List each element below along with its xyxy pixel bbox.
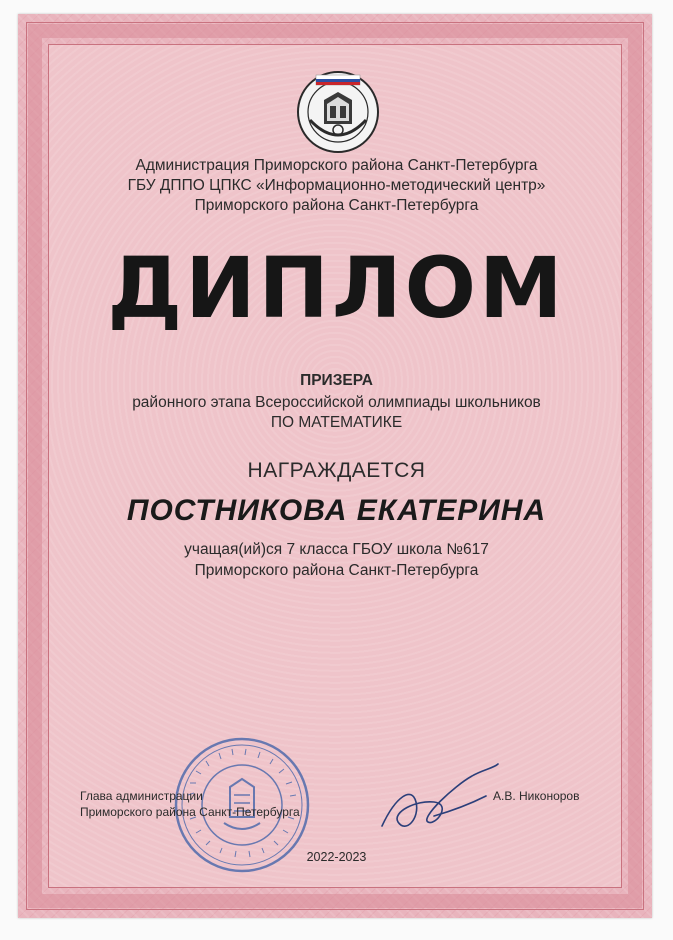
school-line-1: учащая(ий)ся 7 класса ГБОУ школа №617 [184, 541, 489, 558]
signatory-role-line-2: Приморского района Санкт-Петербурга [80, 805, 300, 819]
award-event: районного этапа Всероссийской олимпиады школьников [132, 394, 541, 411]
olympiad-emblem-icon [296, 70, 380, 154]
organization-line-2: ГБУ ДППО ЦПКС «Информационно-методический центр» [127, 177, 546, 194]
award-subject: ПО МАТЕМАТИКЕ [270, 414, 403, 431]
academic-year: 2022-2023 [306, 850, 367, 864]
signatory-name: А.В. Никоноров [493, 789, 580, 803]
organization-line-3: Приморского района Санкт-Петербурга [194, 197, 479, 214]
awarded-label: НАГРАЖДАЕТСЯ [247, 459, 426, 482]
recipient-name: ПОСТНИКОВА ЕКАТЕРИНА [126, 494, 547, 527]
award-type: ПРИЗЕРА [300, 372, 373, 389]
school-line-2: Приморского района Санкт-Петербурга [194, 562, 479, 579]
diploma-title: ДИПЛОМ [107, 239, 566, 337]
organization-line-1: Администрация Приморского района Санкт-Петербурга [135, 157, 538, 174]
signatory-role-line-1: Глава администрации [80, 789, 203, 803]
handwritten-signature [376, 756, 506, 846]
